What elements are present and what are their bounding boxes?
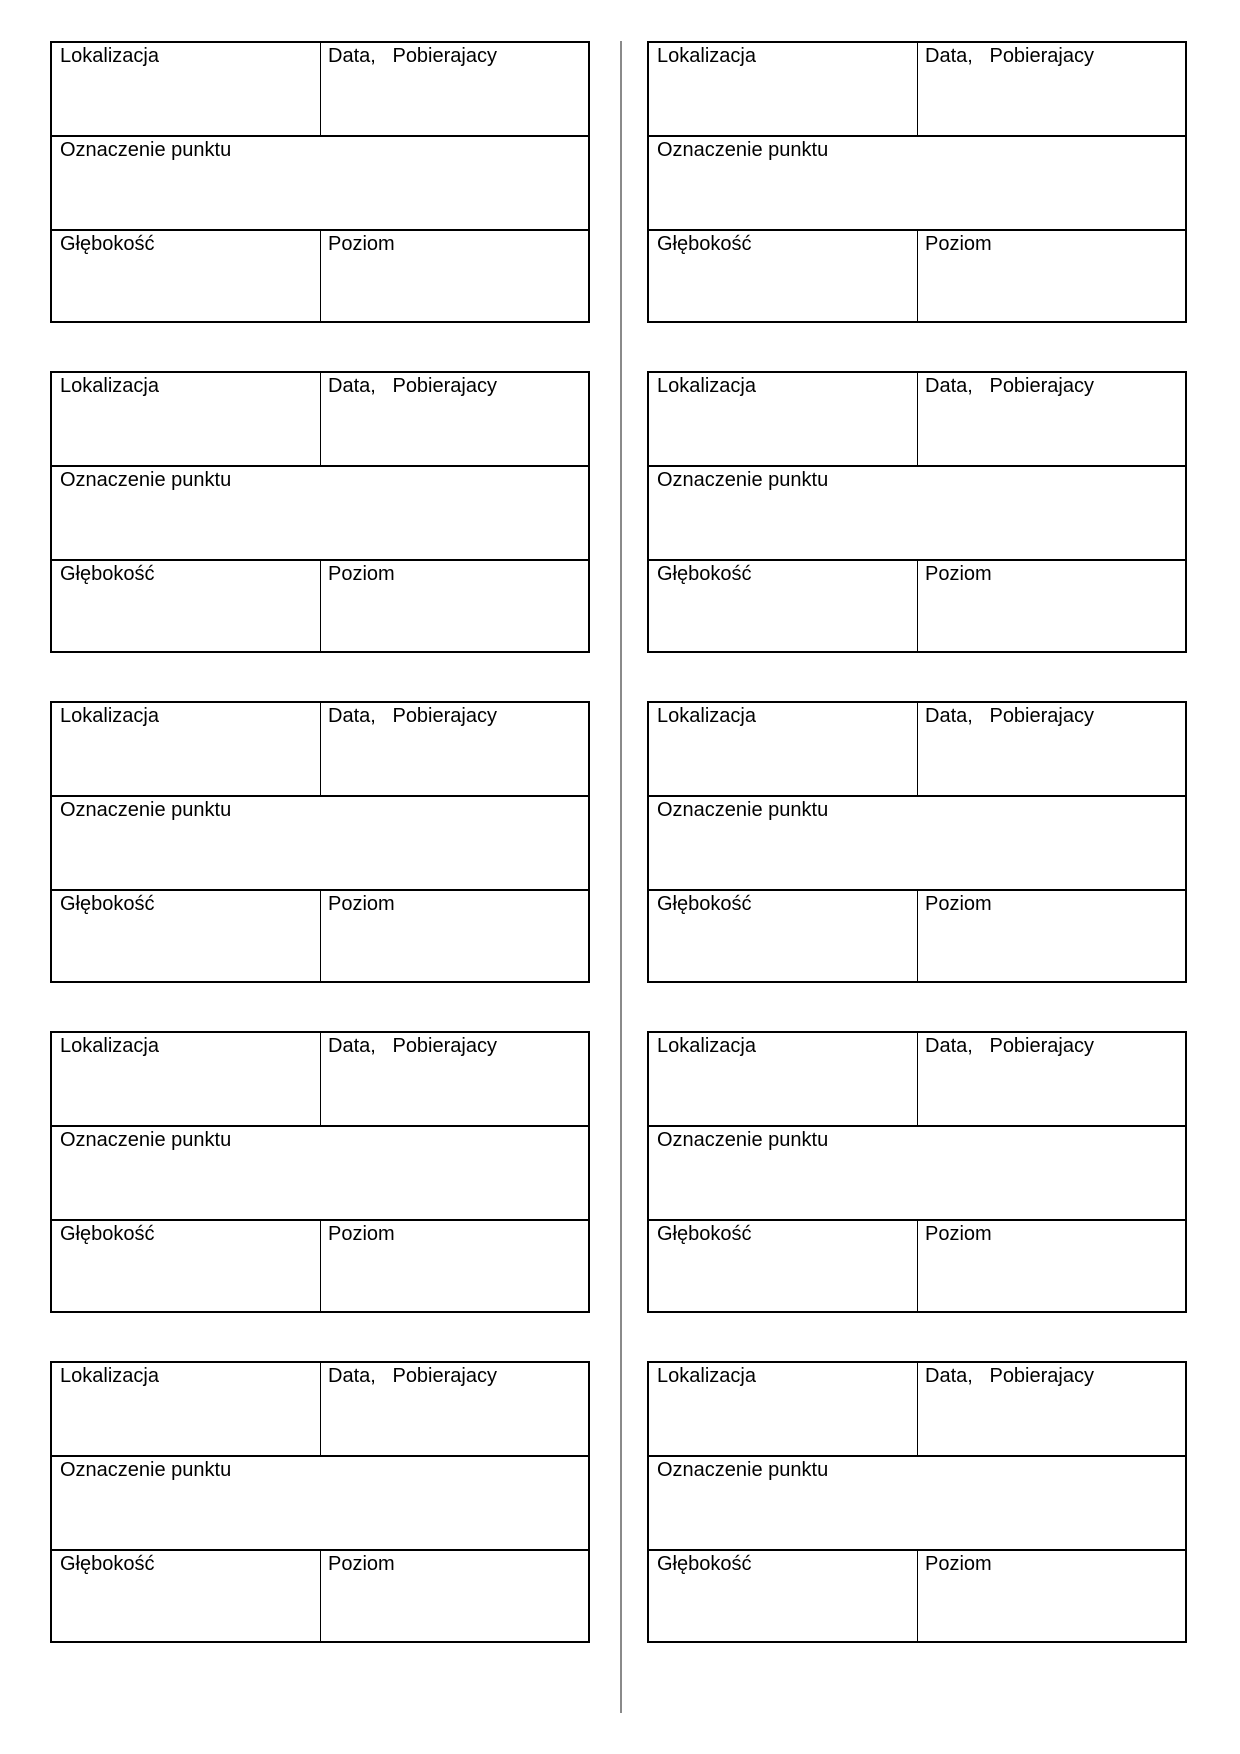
column-divider: [320, 1220, 321, 1311]
location-label: Lokalizacja: [60, 375, 159, 397]
column-divider: [917, 43, 918, 136]
point-designation-label: Oznaczenie punktu: [60, 469, 232, 491]
location-label: Lokalizacja: [657, 1365, 756, 1387]
column-divider: [917, 1363, 918, 1456]
depth-label: Głębokość: [60, 893, 155, 915]
depth-label: Głębokość: [657, 1553, 752, 1575]
point-designation-label: Oznaczenie punktu: [60, 799, 232, 821]
level-label: Poziom: [328, 893, 395, 915]
depth-label: Głębokość: [657, 893, 752, 915]
sample-label-card: [50, 701, 590, 983]
level-label: Poziom: [328, 563, 395, 585]
depth-label: Głębokość: [657, 1223, 752, 1245]
level-label: Poziom: [925, 233, 992, 255]
sample-label-card: [647, 1031, 1187, 1313]
date-sampler-label: Data, Pobierajacy: [925, 705, 1094, 727]
column-divider: [917, 373, 918, 466]
column-divider: [320, 703, 321, 796]
column-divider: [320, 373, 321, 466]
sample-label-card: [647, 41, 1187, 323]
sample-label-card: [50, 41, 590, 323]
level-label: Poziom: [925, 1553, 992, 1575]
location-label: Lokalizacja: [657, 375, 756, 397]
point-designation-label: Oznaczenie punktu: [60, 1459, 232, 1481]
sample-label-card: [647, 371, 1187, 653]
column-divider: [917, 1033, 918, 1126]
date-sampler-label: Data, Pobierajacy: [328, 705, 497, 727]
sample-label-card: [50, 1361, 590, 1643]
column-divider: [917, 1550, 918, 1641]
point-designation-label: Oznaczenie punktu: [60, 139, 232, 161]
location-label: Lokalizacja: [60, 705, 159, 727]
column-divider: [320, 1033, 321, 1126]
column-divider: [320, 560, 321, 651]
location-label: Lokalizacja: [60, 1365, 159, 1387]
sample-label-card: [647, 1361, 1187, 1643]
level-label: Poziom: [925, 1223, 992, 1245]
column-divider: [320, 1363, 321, 1456]
column-divider: [917, 560, 918, 651]
level-label: Poziom: [328, 1553, 395, 1575]
level-label: Poziom: [328, 1223, 395, 1245]
depth-label: Głębokość: [60, 1223, 155, 1245]
point-designation-label: Oznaczenie punktu: [657, 1129, 829, 1151]
depth-label: Głębokość: [657, 233, 752, 255]
date-sampler-label: Data, Pobierajacy: [328, 1365, 497, 1387]
date-sampler-label: Data, Pobierajacy: [925, 1035, 1094, 1057]
level-label: Poziom: [328, 233, 395, 255]
point-designation-label: Oznaczenie punktu: [657, 1459, 829, 1481]
column-divider: [917, 230, 918, 321]
date-sampler-label: Data, Pobierajacy: [328, 375, 497, 397]
column-divider: [917, 703, 918, 796]
column-divider: [917, 890, 918, 981]
location-label: Lokalizacja: [60, 1035, 159, 1057]
sample-label-card: [50, 371, 590, 653]
date-sampler-label: Data, Pobierajacy: [925, 375, 1094, 397]
column-divider: [320, 890, 321, 981]
column-divider: [917, 1220, 918, 1311]
point-designation-label: Oznaczenie punktu: [657, 139, 829, 161]
depth-label: Głębokość: [657, 563, 752, 585]
point-designation-label: Oznaczenie punktu: [657, 469, 829, 491]
depth-label: Głębokość: [60, 1553, 155, 1575]
sample-label-card: [50, 1031, 590, 1313]
sample-label-card: [647, 701, 1187, 983]
point-designation-label: Oznaczenie punktu: [657, 799, 829, 821]
date-sampler-label: Data, Pobierajacy: [925, 45, 1094, 67]
depth-label: Głębokość: [60, 563, 155, 585]
depth-label: Głębokość: [60, 233, 155, 255]
level-label: Poziom: [925, 563, 992, 585]
date-sampler-label: Data, Pobierajacy: [925, 1365, 1094, 1387]
level-label: Poziom: [925, 893, 992, 915]
column-divider: [320, 1550, 321, 1641]
date-sampler-label: Data, Pobierajacy: [328, 1035, 497, 1057]
column-divider: [320, 43, 321, 136]
location-label: Lokalizacja: [657, 45, 756, 67]
location-label: Lokalizacja: [657, 1035, 756, 1057]
location-label: Lokalizacja: [657, 705, 756, 727]
cut-line-divider: [620, 41, 622, 1713]
date-sampler-label: Data, Pobierajacy: [328, 45, 497, 67]
location-label: Lokalizacja: [60, 45, 159, 67]
column-divider: [320, 230, 321, 321]
point-designation-label: Oznaczenie punktu: [60, 1129, 232, 1151]
